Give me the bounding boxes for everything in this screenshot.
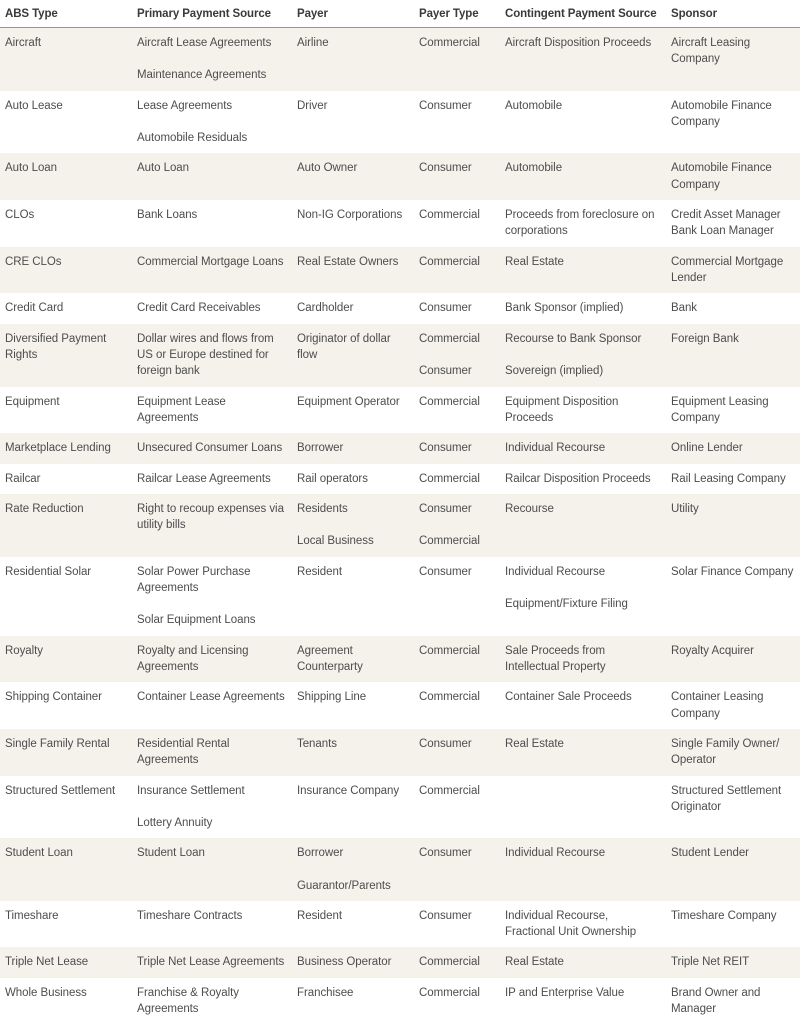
cell-payer	[291, 324, 413, 387]
cell-sponsor	[665, 247, 800, 294]
cell-abs-type	[0, 433, 131, 463]
table-header-row	[0, 0, 800, 28]
cell-line: Consumer	[419, 564, 493, 580]
cell-payer-type	[413, 464, 499, 494]
cell-abs-type	[0, 28, 131, 91]
cell-line: Single Family Rental	[5, 736, 125, 752]
cell-line: Non-IG Corporations	[297, 207, 407, 223]
cell-line: Credit Card	[5, 300, 125, 316]
cell-line: Sale Proceeds from Intellectual Property	[505, 643, 659, 676]
cell-line: Timeshare Contracts	[137, 908, 285, 924]
cell-line: Single Family Owner/ Operator	[671, 736, 794, 769]
cell-abs-type	[0, 947, 131, 977]
cell-line: Automobile Residuals	[137, 130, 285, 146]
cell-sponsor	[665, 293, 800, 323]
cell-line: Timeshare	[5, 908, 125, 924]
cell-line: Individual Recourse, Fractional Unit Ownership	[505, 908, 659, 941]
cell-line: Individual Recourse	[505, 440, 659, 456]
cell-payer-type	[413, 776, 499, 839]
table-row	[0, 682, 800, 729]
cell-line: Brand Owner and Manager	[671, 985, 794, 1018]
cell-primary-payment-source	[131, 557, 291, 636]
table-row	[0, 636, 800, 683]
cell-sponsor	[665, 464, 800, 494]
cell-line: Business Operator	[297, 954, 407, 970]
table-row	[0, 729, 800, 776]
cell-line: Auto Owner	[297, 160, 407, 176]
cell-line: Structured Settlement Originator	[671, 783, 794, 816]
cell-line: Consumer	[419, 908, 493, 924]
cell-abs-type	[0, 557, 131, 636]
cell-line: Guarantor/Parents	[297, 878, 407, 894]
cell-line: Real Estate	[505, 254, 659, 270]
cell-line: Commercial	[419, 35, 493, 51]
cell-sponsor	[665, 433, 800, 463]
cell-contingent-payment-source	[499, 729, 665, 776]
cell-line: Timeshare Company	[671, 908, 794, 924]
table-row	[0, 776, 800, 839]
cell-primary-payment-source	[131, 91, 291, 154]
cell-sponsor	[665, 153, 800, 200]
cell-line: Equipment Lease Agreements	[137, 394, 285, 427]
cell-line: Insurance Company	[297, 783, 407, 799]
cell-sponsor	[665, 636, 800, 683]
cell-line: Commercial Mortgage Loans	[137, 254, 285, 270]
cell-line: Real Estate	[505, 736, 659, 752]
cell-line: Credit Card Receivables	[137, 300, 285, 316]
table-row	[0, 324, 800, 387]
cell-line: Local Business	[297, 533, 407, 549]
cell-line: Consumer	[419, 363, 493, 379]
cell-primary-payment-source	[131, 200, 291, 247]
cell-line: CLOs	[5, 207, 125, 223]
cell-payer-type	[413, 324, 499, 387]
cell-primary-payment-source	[131, 901, 291, 948]
cell-line: Originator of dollar flow	[297, 331, 407, 364]
cell-line: Bank Loans	[137, 207, 285, 223]
cell-primary-payment-source	[131, 387, 291, 434]
cell-sponsor	[665, 682, 800, 729]
cell-abs-type	[0, 901, 131, 948]
cell-contingent-payment-source	[499, 293, 665, 323]
cell-abs-type	[0, 153, 131, 200]
cell-line: Commercial	[419, 394, 493, 410]
cell-abs-type	[0, 200, 131, 247]
cell-line: Railcar Disposition Proceeds	[505, 471, 659, 487]
cell-line: Commercial	[419, 689, 493, 705]
cell-line: Auto Loan	[5, 160, 125, 176]
cell-sponsor	[665, 494, 800, 557]
cell-line: Residential Rental Agreements	[137, 736, 285, 769]
cell-contingent-payment-source	[499, 247, 665, 294]
cell-line: Automobile	[505, 98, 659, 114]
column-header-payer: Payer	[291, 0, 413, 28]
cell-payer-type	[413, 433, 499, 463]
cell-contingent-payment-source	[499, 682, 665, 729]
table-row	[0, 838, 800, 901]
cell-primary-payment-source	[131, 947, 291, 977]
cell-line: Residential Solar	[5, 564, 125, 580]
cell-sponsor	[665, 947, 800, 977]
cell-primary-payment-source	[131, 682, 291, 729]
table-header	[0, 0, 800, 28]
cell-line: Recourse to Bank Sponsor	[505, 331, 659, 347]
column-header-payer-type: Payer Type	[413, 0, 499, 28]
cell-line: Student Lender	[671, 845, 794, 861]
cell-line: Commercial	[419, 331, 493, 347]
cell-contingent-payment-source	[499, 464, 665, 494]
cell-contingent-payment-source	[499, 153, 665, 200]
cell-primary-payment-source	[131, 978, 291, 1024]
cell-primary-payment-source	[131, 433, 291, 463]
cell-line: Online Lender	[671, 440, 794, 456]
cell-sponsor	[665, 838, 800, 901]
cell-payer	[291, 636, 413, 683]
cell-line: Royalty Acquirer	[671, 643, 794, 659]
table-row	[0, 494, 800, 557]
cell-line: Consumer	[419, 98, 493, 114]
cell-line: Aircraft Leasing Company	[671, 35, 794, 68]
cell-payer	[291, 947, 413, 977]
table-row	[0, 28, 800, 91]
cell-abs-type	[0, 247, 131, 294]
cell-line: Aircraft	[5, 35, 125, 51]
cell-payer	[291, 387, 413, 434]
cell-line: Right to recoup expenses via utility bills	[137, 501, 285, 534]
cell-line: Agreement Counterparty	[297, 643, 407, 676]
cell-line: IP and Enterprise Value	[505, 985, 659, 1001]
cell-line: Franchisee	[297, 985, 407, 1001]
cell-primary-payment-source	[131, 324, 291, 387]
column-header-abs-type: ABS Type	[0, 0, 131, 28]
table-row	[0, 293, 800, 323]
cell-primary-payment-source	[131, 776, 291, 839]
cell-line: Bank Sponsor (implied)	[505, 300, 659, 316]
table-row	[0, 557, 800, 636]
cell-payer	[291, 153, 413, 200]
cell-line: Consumer	[419, 440, 493, 456]
cell-sponsor	[665, 557, 800, 636]
cell-line: Equipment Operator	[297, 394, 407, 410]
cell-sponsor	[665, 776, 800, 839]
cell-line: Utility	[671, 501, 794, 517]
cell-line: Proceeds from foreclosure on corporations	[505, 207, 659, 240]
cell-line: Credit Asset Manager Bank Loan Manager	[671, 207, 794, 240]
cell-line: Commercial	[419, 985, 493, 1001]
table-row	[0, 464, 800, 494]
cell-payer-type	[413, 91, 499, 154]
table-row	[0, 387, 800, 434]
cell-primary-payment-source	[131, 153, 291, 200]
cell-contingent-payment-source	[499, 28, 665, 91]
cell-line: Commercial	[419, 207, 493, 223]
cell-contingent-payment-source	[499, 200, 665, 247]
cell-contingent-payment-source	[499, 776, 665, 839]
cell-sponsor	[665, 978, 800, 1024]
cell-line: Whole Business	[5, 985, 125, 1001]
cell-sponsor	[665, 28, 800, 91]
cell-line: Commercial	[419, 643, 493, 659]
cell-line: Automobile Finance Company	[671, 98, 794, 131]
cell-line: Borrower	[297, 440, 407, 456]
cell-contingent-payment-source	[499, 901, 665, 948]
cell-line: Commercial	[419, 954, 493, 970]
cell-line: Shipping Container	[5, 689, 125, 705]
cell-line: Residents	[297, 501, 407, 517]
cell-line: Diversified Payment Rights	[5, 331, 125, 364]
cell-payer	[291, 464, 413, 494]
cell-line: Triple Net Lease	[5, 954, 125, 970]
cell-line: Real Estate Owners	[297, 254, 407, 270]
cell-contingent-payment-source	[499, 838, 665, 901]
cell-sponsor	[665, 901, 800, 948]
cell-line: Commercial	[419, 783, 493, 799]
cell-line: Dollar wires and flows from US or Europe destined for foreign bank	[137, 331, 285, 380]
cell-line: Aircraft Lease Agreements	[137, 35, 285, 51]
cell-abs-type	[0, 776, 131, 839]
cell-line: Commercial Mortgage Lender	[671, 254, 794, 287]
cell-abs-type	[0, 729, 131, 776]
cell-line: Consumer	[419, 501, 493, 517]
cell-payer-type	[413, 293, 499, 323]
cell-line: Individual Recourse	[505, 564, 659, 580]
cell-abs-type	[0, 494, 131, 557]
cell-line: Shipping Line	[297, 689, 407, 705]
cell-line: Resident	[297, 564, 407, 580]
cell-line: Commercial	[419, 471, 493, 487]
cell-payer-type	[413, 838, 499, 901]
cell-line: Individual Recourse	[505, 845, 659, 861]
cell-line: Cardholder	[297, 300, 407, 316]
cell-payer	[291, 729, 413, 776]
table-row	[0, 901, 800, 948]
cell-payer	[291, 838, 413, 901]
cell-payer-type	[413, 901, 499, 948]
cell-payer-type	[413, 153, 499, 200]
cell-line: Recourse	[505, 501, 659, 517]
cell-payer	[291, 776, 413, 839]
cell-line: Foreign Bank	[671, 331, 794, 347]
cell-contingent-payment-source	[499, 636, 665, 683]
cell-line: CRE CLOs	[5, 254, 125, 270]
cell-line: Solar Equipment Loans	[137, 612, 285, 628]
cell-line: Triple Net REIT	[671, 954, 794, 970]
cell-payer	[291, 978, 413, 1024]
cell-line: Royalty and Licensing Agreements	[137, 643, 285, 676]
cell-primary-payment-source	[131, 729, 291, 776]
cell-payer-type	[413, 387, 499, 434]
cell-line: Equipment Leasing Company	[671, 394, 794, 427]
cell-contingent-payment-source	[499, 557, 665, 636]
cell-line: Structured Settlement	[5, 783, 125, 799]
cell-payer	[291, 494, 413, 557]
cell-line: Commercial	[419, 254, 493, 270]
table-row	[0, 947, 800, 977]
cell-sponsor	[665, 324, 800, 387]
cell-payer	[291, 28, 413, 91]
cell-line: Container Lease Agreements	[137, 689, 285, 705]
cell-payer	[291, 682, 413, 729]
cell-line: Student Loan	[5, 845, 125, 861]
cell-abs-type	[0, 636, 131, 683]
cell-abs-type	[0, 293, 131, 323]
cell-primary-payment-source	[131, 293, 291, 323]
cell-payer	[291, 200, 413, 247]
cell-payer	[291, 293, 413, 323]
cell-line: Container Leasing Company	[671, 689, 794, 722]
cell-line: Consumer	[419, 300, 493, 316]
cell-line: Railcar	[5, 471, 125, 487]
cell-sponsor	[665, 91, 800, 154]
cell-line: Automobile Finance Company	[671, 160, 794, 193]
cell-line: Consumer	[419, 845, 493, 861]
cell-sponsor	[665, 200, 800, 247]
cell-primary-payment-source	[131, 28, 291, 91]
cell-payer-type	[413, 978, 499, 1024]
cell-contingent-payment-source	[499, 978, 665, 1024]
cell-contingent-payment-source	[499, 387, 665, 434]
cell-line: Rail Leasing Company	[671, 471, 794, 487]
cell-line: Equipment Disposition Proceeds	[505, 394, 659, 427]
cell-payer-type	[413, 636, 499, 683]
cell-contingent-payment-source	[499, 494, 665, 557]
cell-line: Driver	[297, 98, 407, 114]
column-header-primary-payment-source: Primary Payment Source	[131, 0, 291, 28]
cell-abs-type	[0, 324, 131, 387]
cell-line: Consumer	[419, 160, 493, 176]
cell-line: Rate Reduction	[5, 501, 125, 517]
cell-payer	[291, 433, 413, 463]
cell-line: Borrower	[297, 845, 407, 861]
cell-line: Railcar Lease Agreements	[137, 471, 285, 487]
cell-line: Aircraft Disposition Proceeds	[505, 35, 659, 51]
cell-line: Lottery Annuity	[137, 815, 285, 831]
cell-primary-payment-source	[131, 636, 291, 683]
cell-abs-type	[0, 838, 131, 901]
cell-sponsor	[665, 729, 800, 776]
table-row	[0, 247, 800, 294]
cell-contingent-payment-source	[499, 947, 665, 977]
cell-line: Sovereign (implied)	[505, 363, 659, 379]
cell-sponsor	[665, 387, 800, 434]
cell-primary-payment-source	[131, 838, 291, 901]
cell-line: Marketplace Lending	[5, 440, 125, 456]
cell-line: Student Loan	[137, 845, 285, 861]
cell-line: Container Sale Proceeds	[505, 689, 659, 705]
cell-line: Consumer	[419, 736, 493, 752]
cell-line: Maintenance Agreements	[137, 67, 285, 83]
cell-payer-type	[413, 200, 499, 247]
table-row	[0, 153, 800, 200]
cell-payer-type	[413, 729, 499, 776]
cell-payer-type	[413, 247, 499, 294]
cell-line: Lease Agreements	[137, 98, 285, 114]
cell-abs-type	[0, 91, 131, 154]
cell-line: Franchise & Royalty Agreements	[137, 985, 285, 1018]
cell-primary-payment-source	[131, 494, 291, 557]
cell-payer	[291, 247, 413, 294]
cell-payer	[291, 557, 413, 636]
cell-line: Unsecured Consumer Loans	[137, 440, 285, 456]
cell-payer-type	[413, 947, 499, 977]
cell-line: Triple Net Lease Agreements	[137, 954, 285, 970]
cell-line: Automobile	[505, 160, 659, 176]
cell-line: Tenants	[297, 736, 407, 752]
table-row	[0, 91, 800, 154]
cell-primary-payment-source	[131, 464, 291, 494]
cell-abs-type	[0, 464, 131, 494]
cell-line: Rail operators	[297, 471, 407, 487]
cell-payer	[291, 91, 413, 154]
cell-line: Bank	[671, 300, 794, 316]
column-header-sponsor: Sponsor	[665, 0, 800, 28]
table-row	[0, 978, 800, 1024]
column-header-contingent-payment-source: Contingent Payment Source	[499, 0, 665, 28]
cell-payer-type	[413, 557, 499, 636]
cell-line: Airline	[297, 35, 407, 51]
cell-abs-type	[0, 387, 131, 434]
table-body	[0, 28, 800, 1024]
cell-primary-payment-source	[131, 247, 291, 294]
cell-contingent-payment-source	[499, 91, 665, 154]
cell-line: Insurance Settlement	[137, 783, 285, 799]
cell-abs-type	[0, 978, 131, 1024]
cell-contingent-payment-source	[499, 324, 665, 387]
cell-line: Resident	[297, 908, 407, 924]
table-row	[0, 433, 800, 463]
cell-line: Solar Power Purchase Agreements	[137, 564, 285, 597]
cell-line: Real Estate	[505, 954, 659, 970]
cell-payer-type	[413, 494, 499, 557]
cell-contingent-payment-source	[499, 433, 665, 463]
cell-payer-type	[413, 682, 499, 729]
cell-line: Auto Lease	[5, 98, 125, 114]
cell-payer-type	[413, 28, 499, 91]
cell-line: Solar Finance Company	[671, 564, 794, 580]
cell-line: Commercial	[419, 533, 493, 549]
cell-abs-type	[0, 682, 131, 729]
cell-line: Auto Loan	[137, 160, 285, 176]
cell-line: Equipment	[5, 394, 125, 410]
table-row	[0, 200, 800, 247]
cell-line: Equipment/Fixture Filing	[505, 596, 659, 612]
cell-payer	[291, 901, 413, 948]
cell-line: Royalty	[5, 643, 125, 659]
